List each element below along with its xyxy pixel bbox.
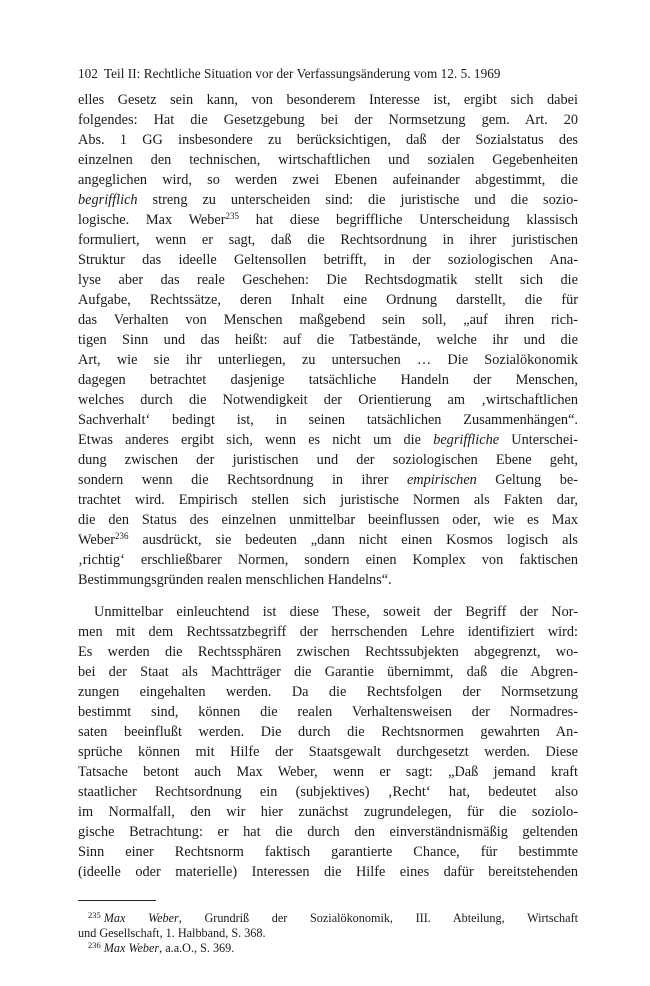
footnote-separator bbox=[78, 900, 156, 901]
footnotes bbox=[78, 911, 578, 956]
text-line: die den Status des einzelnen unmittelbar beeinflussen oder, wie es Max bbox=[78, 512, 578, 528]
text-line: Sinn einer Rechtsnorm faktisch garantierte Chance, für bestimmte bbox=[78, 844, 578, 860]
text-line: zungen eingehalten werden. Da die Rechtsfolgen der Normsetzung bbox=[78, 684, 578, 700]
text-line: men mit dem Rechtssatzbegriff der herrschenden Lehre identifiziert wird: bbox=[78, 624, 578, 640]
text-line: Sachverhalt‘ bedingt ist, in seinen tatsächlichen Zusammenhängen“. bbox=[78, 412, 578, 428]
text-line: Art, wie sie ihr unterliegen, zu untersuchen … Die Sozialökonomik bbox=[78, 352, 578, 368]
text-line: welches durch die Notwendigkeit der Orientierung am ‚wirtschaftlichen bbox=[78, 392, 578, 408]
text-line: sondern wenn die Rechtsordnung in ihrer empirischen Geltung be- bbox=[78, 472, 578, 488]
text-line: elles Gesetz sein kann, von besonderem Interesse ist, ergibt sich dabei bbox=[78, 92, 578, 108]
text-line: im Normalfall, den wir hier zunächst zugrundelegen, für die soziolo- bbox=[78, 804, 578, 820]
text-line: das Verhalten von Menschen maßgebend sein soll, „auf ihren rich- bbox=[78, 312, 578, 328]
text-line: angeglichen wird, so werden zwei Ebenen aufeinander abgestimmt, die bbox=[78, 172, 578, 188]
text-line: Etwas anderes ergibt sich, wenn es nicht um die begriffliche Unterschei- bbox=[78, 432, 578, 448]
text-line: tigen Sinn und das heißt: auf die Tatbestände, welche ihr und die bbox=[78, 332, 578, 348]
text-line: Struktur das ideelle Geltensollen betrifft, in der soziologischen Ana- bbox=[78, 252, 578, 268]
text-line: sprüche können mit Hilfe der Staatsgewalt durchgesetzt werden. Diese bbox=[78, 744, 578, 760]
text-line: saten beeinflußt werden. Die durch die Rechtsnormen gewahrten An- bbox=[78, 724, 578, 740]
text-line: bei der Staat als Machtträger die Garantie übernimmt, daß die Abgren- bbox=[78, 664, 578, 680]
text-line: (ideelle oder materielle) Interessen die Hilfe eines dafür bereitstehenden bbox=[78, 864, 578, 880]
text-line: dagegen betrachtet dasjenige tatsächliche Handeln der Menschen, bbox=[78, 372, 578, 388]
running-header bbox=[78, 64, 578, 84]
footnote-author: Max Weber bbox=[103, 911, 179, 925]
paragraph-1 bbox=[78, 90, 578, 590]
text-line: staatlicher Rechtsordnung ein (subjektives) ‚Recht‘ hat, bedeutet also bbox=[78, 784, 578, 800]
footnote-number: 236 bbox=[88, 940, 101, 950]
text-line: lyse aber das reale Geschehen: Die Rechtsdogmatik stellt sich die bbox=[78, 272, 578, 288]
paragraph-2 bbox=[78, 602, 578, 882]
text-line: ‚richtig‘ erschließbarer Normen, sondern einen Komplex von faktischen bbox=[78, 552, 578, 568]
text-line: einzelnen den technischen, wirtschaftlichen und sozialen Gegebenheiten bbox=[78, 152, 578, 168]
footnote-235-line: und Gesellschaft, 1. Halbband, S. 368. bbox=[78, 926, 266, 940]
text-line: Aufgabe, Rechtssätze, deren Inhalt eine Ordnung darstellt, die für bbox=[78, 292, 578, 308]
text-line: gische Betrachtung: er hat die durch den einverständnismäßig geltenden bbox=[78, 824, 578, 840]
running-title: Teil II: Rechtliche Situation vor der Verfassungsänderung vom 12. 5. 1969 bbox=[103, 66, 501, 81]
text-line: folgendes: Hat die Gesetzgebung bei der Normsetzung gem. Art. 20 bbox=[78, 112, 578, 128]
footnote-236-line: $^{236}$ Max Weber, a.a.O., S. 369. bbox=[88, 940, 235, 955]
footnote-number: 235 bbox=[88, 910, 101, 920]
footnote-235-line: $^{235}$ Max Weber, Grundriß der Sozialökonomik, III. Abteilung, Wirtschaft bbox=[88, 910, 579, 925]
text-line: logische. Max Weber$^{235}$ hat diese begriffliche Unterscheidung klassisch bbox=[78, 211, 578, 228]
text-line: Es werden die Rechtssphären zwischen Rechtssubjekten abgegrenzt, wo- bbox=[78, 644, 578, 660]
text-line: trachtet wird. Empirisch stellen sich juristische Normen als Fakten dar, bbox=[78, 492, 578, 508]
text-line: dung zwischen der juristischen und der soziologischen Ebene geht, bbox=[78, 452, 578, 468]
text-line: Abs. 1 GG insbesondere zu berücksichtigen, daß der Sozialstatus des bbox=[78, 132, 578, 148]
text-line: Unmittelbar einleuchtend ist diese These, soweit der Begriff der Nor- bbox=[94, 604, 578, 620]
text-line: bestimmt sind, können die realen Verhaltensweisen der Normadres- bbox=[78, 704, 578, 720]
text-line: begrifflich streng zu unterscheiden sind: die juristische und die sozio- bbox=[78, 192, 578, 208]
page-number: 102 bbox=[78, 66, 98, 81]
text-line: Tatsache betont auch Max Weber, wenn er sagt: „Daß jemand kraft bbox=[78, 764, 578, 780]
footnote-author: Max Weber bbox=[103, 941, 160, 955]
text-line: formuliert, wenn er sagt, daß die Rechtsordnung in ihrer juristischen bbox=[78, 232, 578, 248]
text-line: Weber$^{236}$ ausdrückt, sie bedeuten „dann nicht einen Kosmos logisch als bbox=[78, 531, 578, 548]
page-body bbox=[78, 64, 578, 956]
text-line: Bestimmungsgründen realen menschlichen Handelns“. bbox=[78, 572, 392, 588]
